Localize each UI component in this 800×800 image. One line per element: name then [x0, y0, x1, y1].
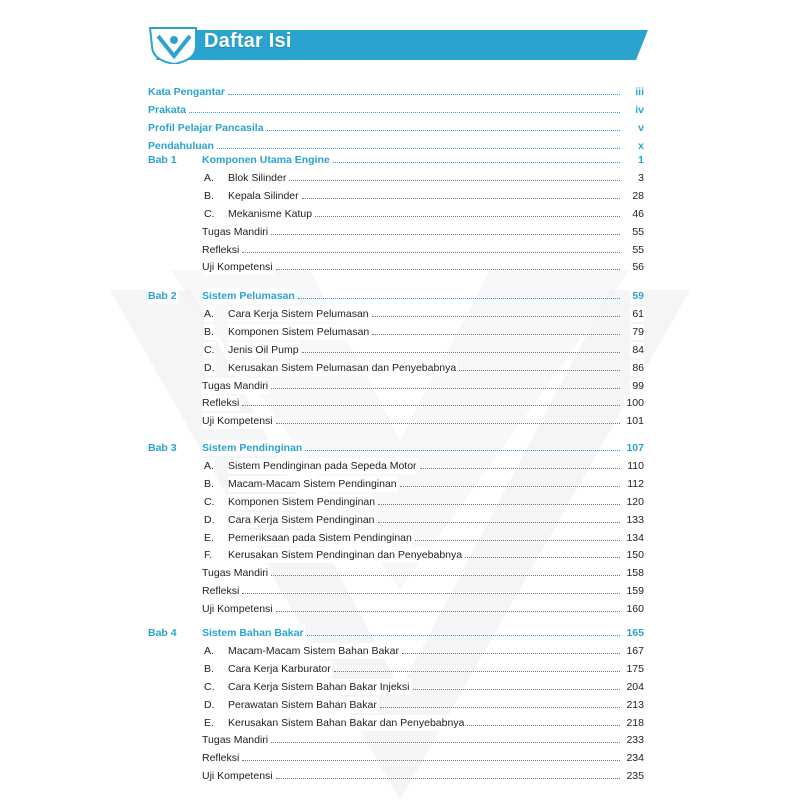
dot-leader: [242, 760, 620, 761]
page-number: 120: [626, 495, 644, 508]
section-title: Kerusakan Sistem Pelumasan dan Penyebabnya: [228, 361, 457, 374]
page-number: 233: [626, 734, 644, 747]
section-title: Macam-Macam Sistem Pendinginan: [228, 477, 397, 490]
page-number: iii: [635, 86, 644, 98]
page-number: 86: [632, 361, 644, 374]
extra-title: Tugas Mandiri: [202, 734, 269, 747]
page-number: 3: [638, 171, 644, 184]
section-title: Sistem Pendinginan pada Sepeda Motor: [228, 459, 417, 472]
toc-entry-row: [148, 494, 648, 510]
section-title: Kepala Silinder: [228, 189, 299, 202]
toc-entry-row: [148, 547, 648, 563]
toc-entry-row: [148, 360, 648, 376]
dot-leader: [242, 405, 620, 406]
dot-leader: [413, 689, 620, 690]
extra-title: Refleksi: [202, 585, 240, 598]
dot-leader: [459, 370, 620, 371]
toc-entry-row: [148, 395, 648, 411]
toc-entry-row: [148, 378, 648, 394]
page-number: 28: [632, 189, 644, 202]
toc-entry-row: [148, 565, 648, 581]
extra-title: Tugas Mandiri: [202, 567, 269, 580]
page-number: 79: [632, 325, 644, 338]
page-number: 55: [632, 243, 644, 256]
section-letter: B.: [204, 325, 214, 338]
page-number: 158: [626, 567, 644, 580]
front-matter-label: Prakata: [148, 103, 186, 116]
dot-leader: [298, 298, 620, 299]
toc-entry-row: [148, 324, 648, 340]
toc-entry-row: [148, 224, 648, 240]
extra-title: Uji Kompetensi: [202, 261, 273, 274]
page-number: x: [638, 139, 644, 152]
page-number: 56: [632, 261, 644, 274]
toc-entry-row: [148, 661, 648, 677]
toc-entry-row: [148, 732, 648, 748]
section-letter: C.: [204, 343, 215, 356]
section-title: Jenis Oil Pump: [228, 343, 299, 356]
toc-chapter-row: [148, 625, 648, 641]
toc-entry-row: [148, 476, 648, 492]
extra-title: Uji Kompetensi: [202, 603, 273, 616]
chapter-number: Bab 3: [148, 442, 177, 454]
page-number: v: [638, 121, 644, 134]
extra-title: Tugas Mandiri: [202, 379, 269, 392]
dot-leader: [415, 540, 620, 541]
toc-entry-row: [148, 715, 648, 731]
dot-leader: [465, 557, 620, 558]
page-number: 167: [626, 644, 644, 657]
page-number: 46: [632, 207, 644, 220]
toc-entry-row: [148, 458, 648, 474]
dot-leader: [271, 742, 620, 743]
dot-leader: [289, 180, 620, 181]
toc-entry-row: [148, 413, 648, 429]
dot-leader: [380, 707, 620, 708]
page-number: 235: [626, 770, 644, 783]
section-title: Cara Kerja Karburator: [228, 662, 331, 675]
dot-leader: [402, 653, 620, 654]
toc-entry-row: [148, 512, 648, 528]
toc-entry-row: [148, 697, 648, 713]
section-letter: A.: [204, 644, 214, 657]
toc-entry-row: [148, 306, 648, 322]
section-title: Kerusakan Sistem Pendinginan dan Penyebabnya: [228, 549, 463, 562]
section-letter: B.: [204, 477, 214, 490]
toc-header: [148, 26, 653, 64]
section-letter: A.: [204, 307, 214, 320]
toc-chapter-row: [148, 288, 648, 304]
page-number: 55: [632, 225, 644, 238]
page-number: 112: [627, 477, 644, 490]
chapter-number: Bab 4: [148, 627, 177, 639]
dot-leader: [305, 450, 620, 451]
section-letter: D.: [204, 361, 215, 374]
page-number: 61: [632, 307, 644, 320]
page-number: 160: [626, 603, 644, 616]
dot-leader: [276, 778, 620, 779]
extra-title: Tugas Mandiri: [202, 225, 269, 238]
page-number: 204: [626, 680, 644, 693]
section-letter: D.: [204, 698, 215, 711]
extra-title: Uji Kompetensi: [202, 770, 273, 783]
extra-title: Refleksi: [202, 397, 240, 410]
toc-entry-row: [148, 242, 648, 258]
section-title: Komponen Sistem Pendinginan: [228, 495, 376, 508]
page-number: iv: [635, 103, 644, 116]
page-number: 150: [626, 549, 644, 562]
front-matter-label: Kata Pengantar: [148, 86, 226, 98]
section-letter: C.: [204, 680, 215, 693]
section-title: Cara Kerja Sistem Pendinginan: [228, 513, 375, 526]
page-number: 134: [626, 531, 644, 544]
section-letter: A.: [204, 459, 214, 472]
section-letter: E.: [204, 716, 214, 729]
dot-leader: [276, 269, 620, 270]
toc-entry-row: [148, 679, 648, 695]
dot-leader: [271, 575, 620, 576]
section-title: Cara Kerja Sistem Pelumasan: [228, 307, 369, 320]
chapter-title: Sistem Pelumasan: [202, 290, 295, 302]
dot-leader: [302, 352, 620, 353]
toc-entry-row: [148, 583, 648, 599]
page-number: 107: [626, 442, 644, 454]
dot-leader: [228, 94, 620, 95]
section-letter: B.: [204, 189, 214, 202]
toc-front-row: [148, 84, 648, 100]
page-number: 101: [626, 415, 644, 428]
toc-front-row: [148, 102, 648, 118]
section-title: Macam-Macam Sistem Bahan Bakar: [228, 644, 399, 657]
toc-entry-row: [148, 259, 648, 275]
dot-leader: [378, 504, 620, 505]
section-letter: E.: [204, 531, 214, 544]
page-number: 175: [626, 662, 644, 675]
dot-leader: [420, 468, 620, 469]
section-letter: B.: [204, 662, 214, 675]
section-title: Perawatan Sistem Bahan Bakar: [228, 698, 377, 711]
dot-leader: [372, 316, 620, 317]
section-letter: D.: [204, 513, 215, 526]
page-number: 159: [626, 585, 644, 598]
page-number: 1: [638, 154, 644, 166]
extra-title: Refleksi: [202, 752, 240, 765]
page-number: 133: [626, 513, 644, 526]
section-letter: F.: [204, 549, 213, 562]
dot-leader: [189, 112, 620, 113]
dot-leader: [267, 130, 620, 131]
section-title: Komponen Sistem Pelumasan: [228, 325, 370, 338]
toc-chapter-row: [148, 152, 648, 168]
page-number: 213: [626, 698, 644, 711]
chapter-number: Bab 2: [148, 290, 177, 302]
dot-leader: [276, 611, 620, 612]
toc-front-row: [148, 120, 648, 136]
dot-leader: [242, 593, 620, 594]
chapter-title: Sistem Bahan Bakar: [202, 627, 304, 639]
dot-leader: [307, 635, 620, 636]
toc-entry-row: [148, 750, 648, 766]
front-matter-label: Pendahuluan: [148, 139, 214, 152]
dot-leader: [242, 252, 620, 253]
dot-leader: [378, 522, 620, 523]
page-number: 218: [626, 716, 644, 729]
page-number: 110: [627, 459, 644, 472]
section-title: Cara Kerja Sistem Bahan Bakar Injeksi: [228, 680, 410, 693]
page-number: 100: [626, 397, 644, 410]
toc-entry-row: [148, 206, 648, 222]
extra-title: Refleksi: [202, 243, 240, 256]
toc-entry-row: [148, 188, 648, 204]
dot-leader: [271, 388, 620, 389]
dot-leader: [315, 216, 620, 217]
toc-entry-row: [148, 530, 648, 546]
section-letter: C.: [204, 495, 215, 508]
page-number: 234: [626, 752, 644, 765]
toc-entry-row: [148, 342, 648, 358]
chapter-title: Komponen Utama Engine: [202, 154, 330, 166]
front-matter-label: Profil Pelajar Pancasila: [148, 121, 264, 134]
section-letter: C.: [204, 207, 215, 220]
dot-leader: [333, 162, 620, 163]
dot-leader: [400, 486, 620, 487]
section-letter: A.: [204, 171, 214, 184]
toc-entry-row: [148, 170, 648, 186]
section-title: Blok Silinder: [228, 171, 287, 184]
chapter-number: Bab 1: [148, 154, 177, 166]
page-title: Daftar Isi: [204, 30, 292, 52]
dot-leader: [372, 334, 620, 335]
dot-leader: [217, 148, 620, 149]
toc-chapter-row: [148, 440, 648, 456]
chapter-title: Sistem Pendinginan: [202, 442, 303, 454]
dot-leader: [271, 234, 620, 235]
page-number: 84: [632, 343, 644, 356]
dot-leader: [302, 198, 620, 199]
section-title: Pemeriksaan pada Sistem Pendinginan: [228, 531, 412, 544]
page-number: 165: [626, 627, 644, 639]
dot-leader: [334, 671, 620, 672]
page-number: 99: [632, 379, 644, 392]
section-title: Mekanisme Katup: [228, 207, 313, 220]
dot-leader: [467, 725, 620, 726]
dot-leader: [276, 423, 620, 424]
page-number: 59: [632, 290, 644, 302]
section-title: Kerusakan Sistem Bahan Bakar dan Penyebabnya: [228, 716, 465, 729]
toc-entry-row: [148, 768, 648, 784]
toc-entry-row: [148, 643, 648, 659]
toc-entry-row: [148, 601, 648, 617]
extra-title: Uji Kompetensi: [202, 415, 273, 428]
